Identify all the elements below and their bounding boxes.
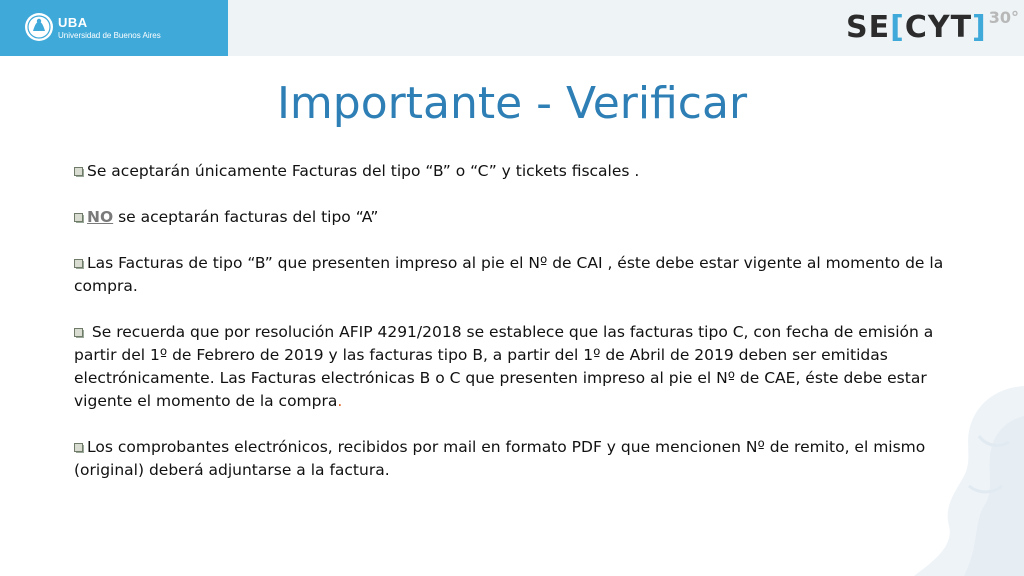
list-item-text: Los comprobantes electrónicos, recibidos por mail en formato PDF y que mencionen Nº de remito, el mismo (original) deberá adjuntarse a la factura.	[74, 438, 926, 479]
list-item-text: se aceptarán facturas del tipo “A”	[113, 208, 379, 226]
list-item	[74, 436, 954, 482]
secyt-logo-text	[846, 8, 987, 48]
slide-body	[74, 160, 954, 505]
page-title: Importante - Verificar	[276, 78, 748, 129]
checkbox-bullet-icon	[74, 328, 84, 338]
secyt-bracket-close: ]	[972, 10, 987, 45]
checkbox-bullet-icon	[74, 259, 84, 269]
list-item	[74, 206, 954, 229]
list-item	[74, 160, 954, 183]
secyt-bracket-open: [	[890, 10, 905, 45]
list-item-trailing-dot: .	[337, 392, 343, 410]
list-item-emphasis: NO	[87, 208, 114, 226]
uba-logo-subtitle: Universidad de Buenos Aires	[58, 31, 161, 40]
list-item	[74, 252, 954, 298]
statue-watermark-icon	[874, 376, 1024, 576]
secyt-prefix: SE	[846, 10, 891, 45]
list-item-text: Se aceptarán únicamente Facturas del tipo “B” o “C” y tickets fiscales .	[87, 162, 640, 180]
checkbox-bullet-icon	[74, 213, 84, 223]
list-item-text: Se recuerda que por resolución AFIP 4291/2018 se establece que las facturas tipo C, con fecha de emisión a partir del 1º de Febrero de 2019 y las facturas tipo B, a partir del 1º de Abril de 2019 deben ser emitidas electrónicamente. Las Facturas electrónicas B o C que presenten impreso al pie el Nº de CAE, éste debe estar vigente el momento de la compra	[74, 323, 934, 410]
uba-seal-icon	[24, 12, 54, 42]
header-left-bar	[0, 0, 228, 56]
secyt-logo	[846, 8, 1019, 48]
secyt-core: CYT	[904, 10, 973, 45]
secyt-anniversary: 30°	[988, 8, 1020, 27]
uba-logo-text: UBA	[58, 15, 88, 30]
header-bar	[0, 0, 1024, 56]
list-item-text: Las Facturas de tipo “B” que presenten impreso al pie el Nº de CAI , éste debe estar vigente al momento de la compra.	[74, 254, 944, 295]
list-item	[74, 321, 954, 413]
checkbox-bullet-icon	[74, 167, 84, 177]
checkbox-bullet-icon	[74, 443, 84, 453]
